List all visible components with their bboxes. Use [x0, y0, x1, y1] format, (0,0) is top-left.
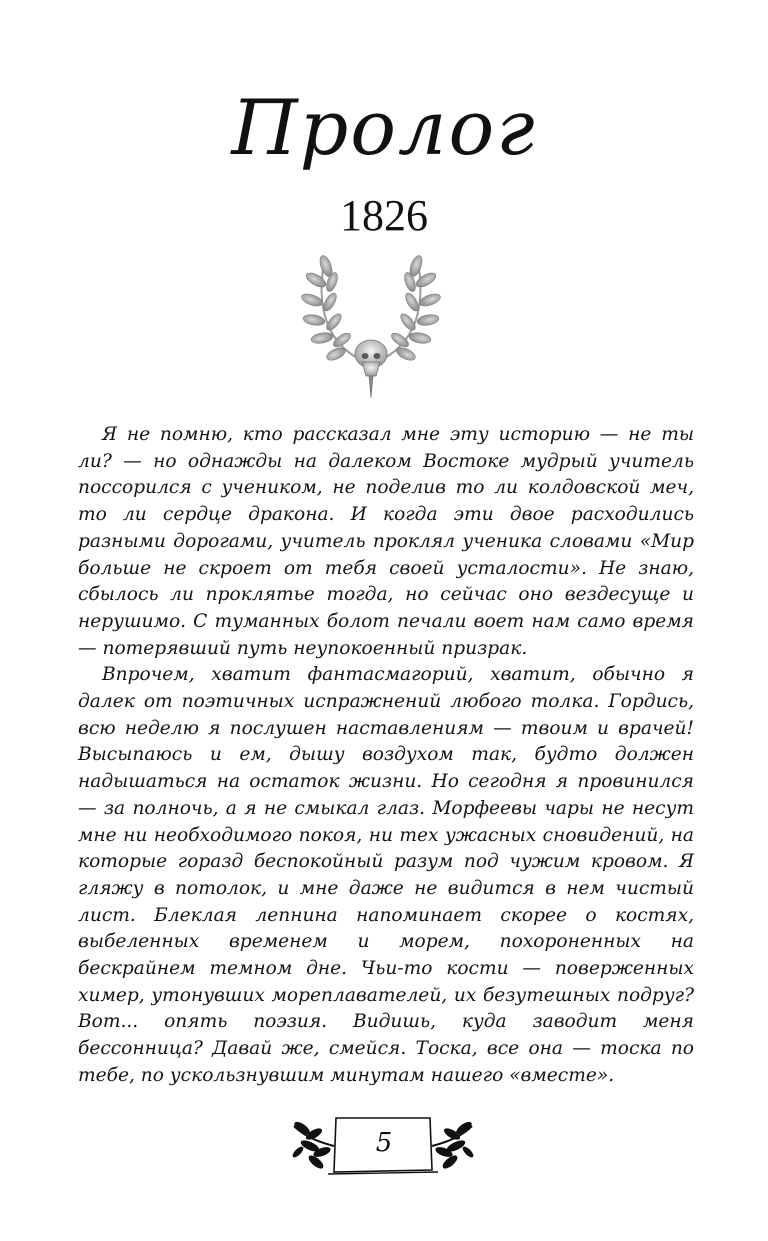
paragraph-1: Я не помню, кто рассказал мне эту историю — не ты ли? — но однажды на далеком Востоке мудрый учитель поссорился с учеником, не поделив то ли колдовской меч, то ли сердце дракона. И когда эти двое расходились разными дорогами, учитель проклял ученика словами «Мир больше не скроет от тебя своей усталости». Не знаю, сбылось ли проклятье тогда, но сейчас оно вездесуще и нерушимо. С туманных болот печали воет нам само время — потерявший путь неупокоенный призрак.: [78, 424, 694, 659]
paragraph-2: Впрочем, хватит фантасмагорий, хватит, обычно я далек от поэтичных испражнений любого толка. Гордись, всю неделю я послушен наставлениям — твоим и врачей! Высыпаюсь и ем, дышу воздухом так, будто должен надышаться на остаток жизни. Но сегодня я провинился — за полночь, а я не смыкал глаз. Морфеевы чары не несут мне ни необходимого покоя, ни тех ужасных сновидений, на которые горазд беспокойный разум под чужим кровом. Я гляжу в потолок, и мне даже не видится в нем чистый лист. Блеклая лепнина напоминает скорее о костях, выбеленных временем и морем, похороненных на бескрайнем темном дне. Чьи-то кости — поверженных химер, утонувших мореплавателей, их безутешных подруг? Вот... опять поэзия. Видишь, куда заводит меня бессонница? Давай же, смейся. Тоска, все она — тоска по тебе, по ускользнувшим минутам нашего «вместе».: [78, 664, 694, 1086]
laurel-wreath-icon: [296, 250, 446, 402]
chapter-title: Пролог: [231, 83, 537, 172]
chapter-body: [78, 422, 694, 1090]
skull-icon: [355, 340, 387, 398]
chapter-year: 1826: [340, 191, 428, 240]
page-number: 5: [375, 1128, 393, 1158]
